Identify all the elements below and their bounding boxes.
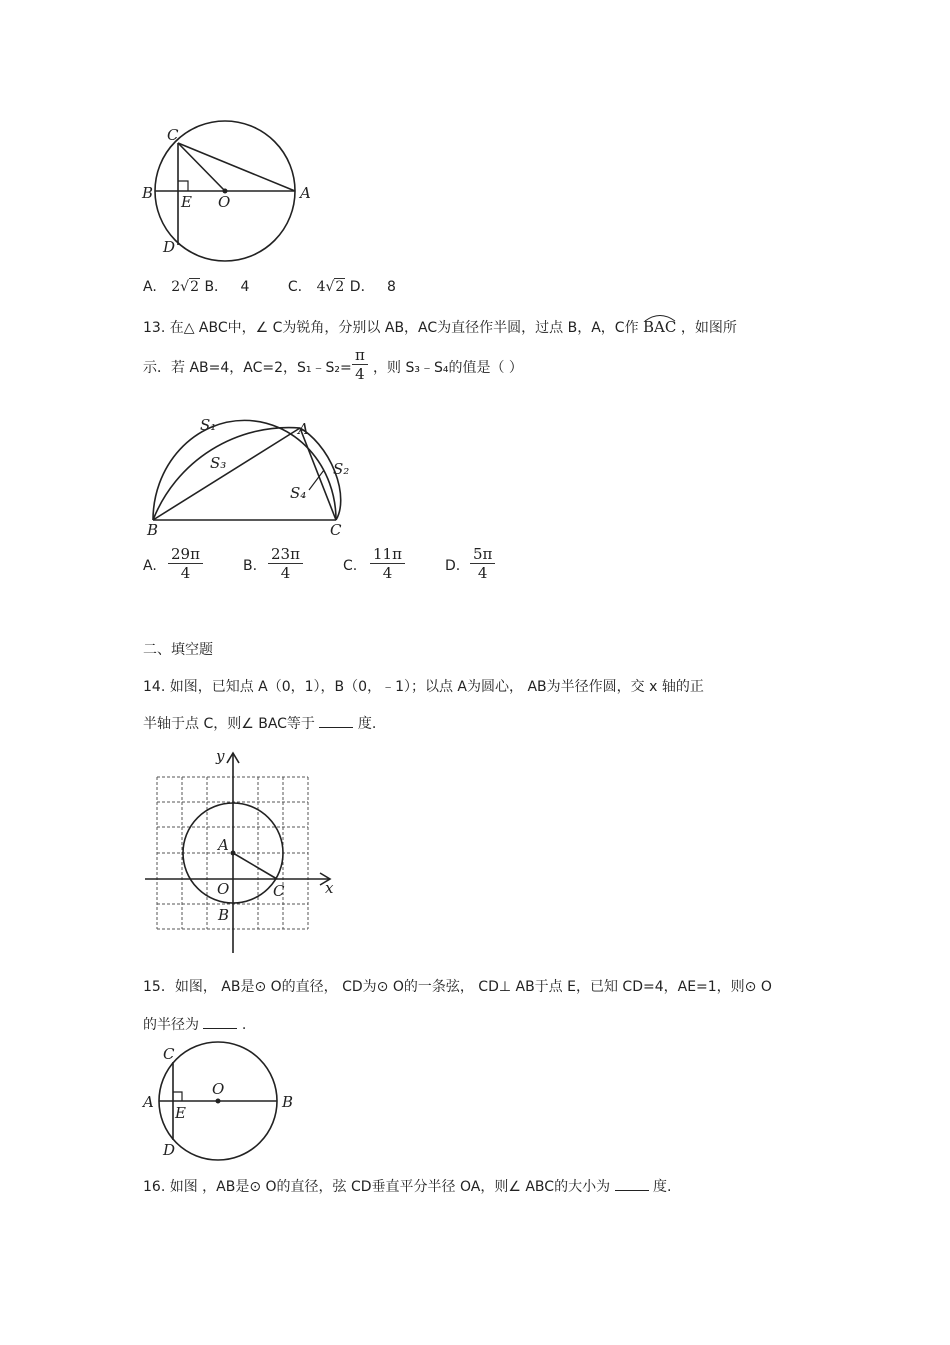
q12-label-d: D xyxy=(163,238,176,256)
q14-label-y: y xyxy=(216,747,225,765)
q14-line2 xyxy=(143,713,376,733)
q15-label-o: O xyxy=(212,1080,225,1098)
q13-line2-prefix: 示．若 AB=4，AC=2，S₁﹣S₂= xyxy=(143,360,352,376)
q12-option-b-value: 4 xyxy=(240,279,250,295)
q12-label-c: C xyxy=(167,126,179,144)
q13-option-a-letter: A. xyxy=(143,558,157,574)
q12-label-a: A xyxy=(300,184,311,202)
q16-answer-blank[interactable] xyxy=(615,1178,649,1191)
q16-line-suffix: 度. xyxy=(652,1179,672,1195)
q15-label-e: E xyxy=(175,1104,186,1122)
q12-option-d-value: 8 xyxy=(387,279,396,295)
q12-option-b-letter: B． xyxy=(204,279,229,295)
q13-label-s4: S₄ xyxy=(290,484,307,502)
q15-line2-prefix: 的半径为 xyxy=(143,1017,199,1033)
q12-option-d-letter: D． xyxy=(349,279,375,295)
q13-option-d-value: $\frac{5\pi}{4}$ xyxy=(470,545,495,582)
q16-line xyxy=(143,1176,671,1196)
q12-option-c-value: 4√2 xyxy=(316,279,345,295)
q15-figure xyxy=(138,1038,308,1163)
q15-label-c: C xyxy=(163,1045,175,1063)
q13-arc-bac: BAC xyxy=(643,312,676,336)
q12-label-b: B xyxy=(142,184,154,202)
q13-label-s1: S₁ xyxy=(200,416,217,434)
q13-line2-fraction: $\frac{\pi}{4}$ xyxy=(352,346,368,383)
q13-label-s3: S₃ xyxy=(210,454,227,472)
q13-label-a: A xyxy=(298,420,309,438)
q14-label-a: A xyxy=(218,836,229,854)
q14-label-x: x xyxy=(325,879,334,897)
q12-option-c-letter: C. xyxy=(287,279,303,295)
q16-line-prefix: 16. 如图 ，AB是⊙ O的直径，弦 CD垂直平分半径 OA，则∠ ABC的大小为 xyxy=(143,1179,611,1195)
q12-label-e: E xyxy=(181,193,192,211)
q13-option-b-letter: B. xyxy=(243,558,258,574)
q13-option-a-value: $\frac{29\pi}{4}$ xyxy=(168,545,203,582)
section-title: 二、填空题 xyxy=(143,642,213,658)
q12-option-a-value: 2√2 xyxy=(171,279,199,295)
q13-line1 xyxy=(143,312,737,337)
q15-label-a: A xyxy=(143,1093,154,1111)
q14-line2-suffix: 度. xyxy=(357,716,377,732)
q12-label-o: O xyxy=(218,193,231,211)
q13-option-c-letter: C. xyxy=(343,558,358,574)
q15-line2-suffix: . xyxy=(241,1017,247,1033)
q12-options xyxy=(143,276,396,296)
q13-label-s2: S₂ xyxy=(333,460,350,478)
q15-line1: 15．如图， AB是⊙ O的直径， CD为⊙ O的一条弦， CD⊥ AB于点 E，已知 CD=4，AE=1，则⊙ O xyxy=(143,979,772,995)
q14-label-o: O xyxy=(217,880,230,898)
q14-line1: 14. 如图，已知点 A（0，1），B（0，﹣1）；以点 A为圆心， AB为半径作圆，交 x 轴的正 xyxy=(143,679,704,695)
q13-option-b-value: $\frac{23\pi}{4}$ xyxy=(268,545,303,582)
q12-figure xyxy=(135,118,325,263)
q13-line1-suffix: ，如图所 xyxy=(680,320,737,336)
q13-line1-prefix: 13. 在△ ABC中，∠ C为锐角，分别以 AB，AC为直径作半圆，过点 B，A，C作 xyxy=(143,320,639,336)
q13-label-b: B xyxy=(147,521,159,538)
q14-label-c: C xyxy=(273,882,285,900)
q14-figure xyxy=(140,745,340,957)
q12-option-a-letter: A. xyxy=(143,279,157,295)
q15-label-d: D xyxy=(163,1141,176,1159)
q13-option-c-value: $\frac{11\pi}{4}$ xyxy=(370,545,405,582)
q13-line2-suffix: ，则 S₃﹣S₄的值是（ ） xyxy=(373,360,523,376)
q15-label-b: B xyxy=(282,1093,294,1111)
q14-label-b: B xyxy=(218,906,230,924)
q14-line2-prefix: 半轴于点 C，则∠ BAC等于 xyxy=(143,716,315,732)
q13-option-d-letter: D. xyxy=(445,558,461,574)
q13-label-c: C xyxy=(330,521,342,538)
q15-answer-blank[interactable] xyxy=(203,1016,237,1029)
q15-line2 xyxy=(143,1014,246,1034)
q14-answer-blank[interactable] xyxy=(319,715,353,728)
q13-figure xyxy=(140,398,380,538)
